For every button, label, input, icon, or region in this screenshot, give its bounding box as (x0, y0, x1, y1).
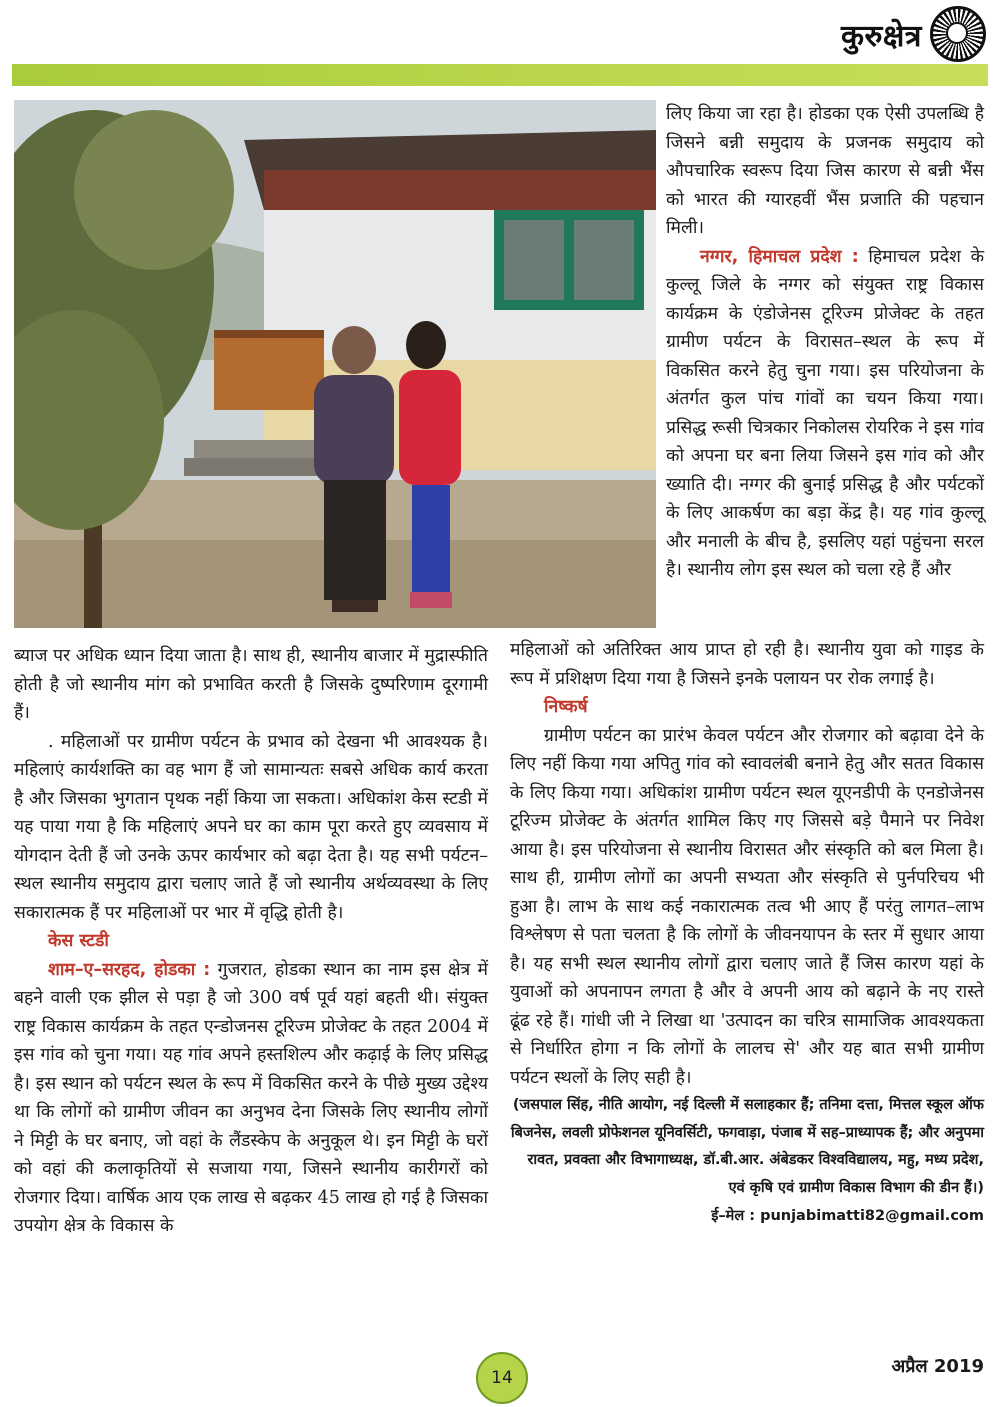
right-bottom-column (510, 636, 984, 1231)
page-number: 14 (476, 1352, 528, 1404)
right-top-column (666, 100, 984, 585)
naggar-heading: नग्गर, हिमाचल प्रदेश : (700, 246, 859, 267)
conclusion-heading: निष्कर्ष (544, 697, 588, 717)
paragraph-hodka (14, 956, 488, 1241)
header-divider-bar (12, 64, 988, 86)
photo-village-house-two-women (14, 100, 656, 628)
emblem-icon (930, 6, 986, 62)
paragraph-naggar-continued: महिलाओं को अतिरिक्त आय प्राप्त हो रही है। स्थानीय युवा को गाइड के रूप में प्रशिक्षण दिया गया है जिसने इनके पलायन पर रोक लगाई है। (510, 640, 984, 689)
author-email: ई–मेल : punjabimatti82@gmail.com (711, 1208, 984, 1224)
magazine-title: कुरुक्षेत्र (840, 18, 922, 54)
author-credits: (जसपाल सिंह, नीति आयोग, नई दिल्ली में सलाहकार हैं; तनिमा दत्ता, मित्तल स्कूल ऑफ बिजनेस, लवली प्रोफेशनल यूनिवर्सिटी, फगवाड़ा, पंजाब में सह–प्राध्यापक हैं; और अनुपमा रावत, प्रवक्ता और विभागाध्यक्ष, डॉ.बी.आर. अंबेडकर विश्वविद्यालय, महु, मध्य प्रदेश, एवं कृषि एवं ग्रामीण विकास विभाग की डीन हैं।) (510, 1097, 984, 1196)
issue-date: अप्रैल 2019 (891, 1356, 984, 1377)
paragraph-inflation: ब्याज पर अधिक ध्यान दिया जाता है। साथ ही, स्थानीय बाजार में मुद्रास्फीति होती है जो स्थानीय मांग को प्रभावित करती है जिसके दुष्परिणाम दूरगामी हैं। (14, 646, 488, 723)
paragraph-women-impact: . महिलाओं पर ग्रामीण पर्यटन के प्रभाव को देखना भी आवश्यक है। महिलाएं कार्यशक्ति का वह भाग हैं जो सामान्यतः सबसे अधिक कार्य करता है और जिसका भुगतान पृथक नहीं किया जा सकता। अधिकांश केस स्टडी में यह पाया गया है कि महिलाएं अपने घर का काम पूरा करते हुए व्यवसाय में योगदान देती हैं जो उनके ऊपर कार्यभार को बढ़ा देता है। यह सभी पर्यटन–स्थल स्थानीय समुदाय द्वारा चलाए जाते हैं जो स्थानीय अर्थव्यवस्था के लिए सकारात्मक हैं पर महिलाओं पर भार में वृद्धि होती है। (14, 731, 488, 923)
masthead (841, 6, 986, 62)
paragraph-hodka-continued: लिए किया जा रहा है। होडका एक ऐसी उपलब्धि है जिसने बन्नी समुदाय के प्रजनक समुदाय को औपचारिक स्वरूप दिया जिस कारण से बन्नी भैंस को भारत की ग्यारहवीं भैंस प्रजाति की पहचान मिली। (666, 104, 984, 238)
article-photo (14, 100, 656, 628)
hodka-heading: शाम–ए–सरहद, होडका : (48, 959, 211, 980)
hodka-text: गुजरात, होडका स्थान का नाम इस क्षेत्र में बहने वाली एक झील से पड़ा है जो 300 वर्ष पूर्व यहां बहती थी। संयुक्त राष्ट्र विकास कार्यक्रम के तहत एन्डोजनस टूरिज्म प्रोजेक्ट के तहत 2004 में इस गांव को चुना गया। यह गांव अपने हस्तशिल्प और कढ़ाई के लिए प्रसिद्ध है। इस स्थान को पर्यटन स्थल के रूप में विकसित करने के पीछे मुख्य उद्देश्य था कि लोगों को ग्रामीण जीवन का अनुभव देना जिसके लिए स्थानीय लोगों ने मिट्टी के घर बनाए, जो वहां के लैंडस्केप के अनुकूल थे। इन मिट्टी के घरों को वहां की कलाकृतियों से सजाया गया, जिसने स्थानीय कारीगरों को रोजगार दिया। वार्षिक आय एक लाख से बढ़कर 45 लाख हो गई है जिसका उपयोग क्षेत्र के विकास के (14, 959, 488, 1236)
naggar-text: हिमाचल प्रदेश के कुल्लू जिले के नग्गर को संयुक्त राष्ट्र विकास कार्यक्रम के एंडोजेनस टूरिज्म प्रोजेक्ट के तहत ग्रामीण पर्यटन के विरासत–स्थल के रूप में विकसित करने हेतु चुना गया। इस परियोजना के अंतर्गत कुल पांच गांवों का चयन किया गया। प्रसिद्ध रूसी चित्रकार निकोलस रोयरिक ने इस गांव को अपना घर बना लिया जिसने इस गांव को और ख्याति दी। नग्गर की बुनाई प्रसिद्ध है और पर्यटकों के लिए आकर्षण का बड़ा केंद्र है। यह गांव कुल्लू और मनाली के बीच है, इसलिए यहां पहुंचना सरल है। स्थानीय लोग इस स्थल को चला रहे हैं और (666, 246, 985, 580)
case-study-heading: केस स्टडी (48, 931, 109, 951)
left-bottom-column (14, 642, 488, 1241)
paragraph-conclusion: ग्रामीण पर्यटन का प्रारंभ केवल पर्यटन और रोजगार को बढ़ावा देने के लिए नहीं किया गया अपितु गांव को स्वावलंबी बनाने हेतु और सतत विकास के लिए किया गया। अधिकांश ग्रामीण पर्यटन स्थल यूएनडीपी के एनडोजेनस टूरिज्म प्रोजेक्ट के अंतर्गत शामिल किए गए जिससे बड़े पैमाने पर निवेश आया है। इस परियोजना से स्थानीय विरासत और संस्कृति को बल मिला है। साथ ही, ग्रामीण लोगों का अपनी सभ्यता और संस्कृति से पुर्नपरिचय भी हुआ है। लाभ के साथ कई नकारात्मक तत्व भी आए हैं परंतु लागत–लाभ विश्लेषण से पता चलता है कि लोगों के जीवनयापन के स्तर में सुधार आया है। यह सभी स्थल स्थानीय लोगों द्वारा चलाए जाते हैं जिस कारण यहां के युवाओं को अपनापन लगता है और वे अपनी आय को बढ़ाने के नए रास्ते ढूंढ रहे हैं। गांधी जी ने लिखा था 'उत्पादन का चरित्र सामाजिक आवश्यकता से निर्धारित होगा न कि लोगों के लालच से' और यह बात सभी ग्रामीण पर्यटन स्थलों के लिए सही है। (510, 725, 984, 1088)
paragraph-naggar (666, 243, 984, 585)
